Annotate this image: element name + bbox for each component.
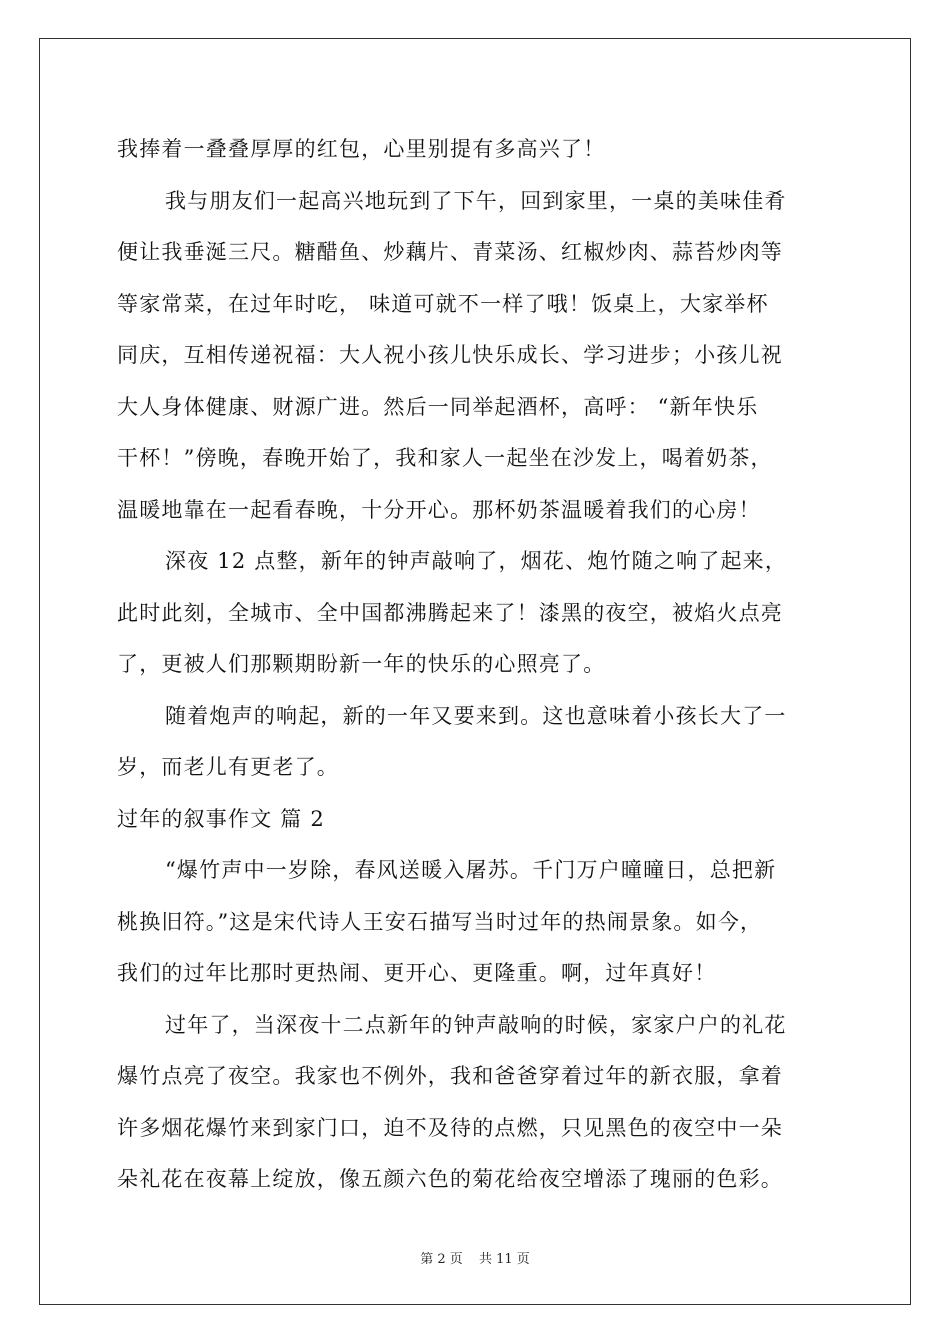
paragraph: [117, 124, 833, 176]
paragraph: [117, 845, 833, 1000]
text-line: 同庆，互相传递祝福：大人祝小孩儿快乐成长、学习进步；小孩儿祝: [117, 343, 783, 367]
text-line: 过年了，当深夜十二点新年的钟声敲响的时候，家家户户的礼花: [165, 1012, 787, 1037]
text-line: 许多烟花爆竹来到家门口，迫不及待的点燃，只见黑色的夜空中一朵: [117, 1115, 783, 1140]
text-line: 了，更被人们那颗期盼新一年的快乐的心照亮了。: [117, 652, 606, 676]
text-line: 桃换旧符。”这是宋代诗人王安石描写当时过年的热闹景象。如今，: [117, 909, 763, 934]
page-footer: [0, 1248, 950, 1267]
text-line: 便让我垂涎三尺。糖醋鱼、炒藕片、青菜汤、红椒炒肉、蒜苔炒肉等: [117, 240, 783, 264]
paragraph: [117, 691, 833, 794]
text-line: 我与朋友们一起高兴地玩到了下午，回到家里，一桌的美味佳肴: [165, 188, 787, 213]
text-line: 朵礼花在夜幕上绽放，像五颜六色的菊花给夜空增添了瑰丽的色彩。: [117, 1167, 783, 1191]
page-number: 第 2 页: [420, 1252, 463, 1267]
text-line: 大人身体健康、财源广进。然后一同举起酒杯，高呼： “新年快乐: [117, 394, 759, 419]
text-line: 深夜 12 点整，新年的钟声敲响了，烟花、炮竹随之响了起来，: [165, 549, 788, 573]
page-total: 共 11 页: [478, 1252, 530, 1267]
text-line: 随着炮声的响起，新的一年又要来到。这也意味着小孩长大了一: [165, 703, 787, 728]
text-line: 我捧着一叠叠厚厚的红包，心里别提有多高兴了！: [117, 137, 606, 161]
section-heading: [117, 794, 833, 846]
text-line: 等家常菜，在过年时吃， 味道可就不一样了哦！饭桌上，大家举杯: [117, 291, 769, 316]
text-line: 干杯！”傍晚，春晚开始了，我和家人一起坐在沙发上，喝着奶茶，: [117, 446, 773, 470]
text-line: 过年的叙事作文 篇 2: [117, 806, 325, 831]
text-line: 岁，而老儿有更老了。: [117, 755, 339, 779]
paragraph: [117, 1000, 833, 1206]
text-line: 温暖地靠在一起看春晚，十分开心。那杯奶茶温暖着我们的心房！: [117, 497, 761, 522]
text-line: “爆竹声中一岁除，春风送暖入屠苏。千门万户曈曈日，总把新: [165, 858, 777, 882]
text-line: 爆竹点亮了夜空。我家也不例外，我和爸爸穿着过年的新衣服，拿着: [117, 1064, 783, 1088]
document-body: [117, 124, 833, 1206]
text-line: 此时此刻，全城市、全中国都沸腾起来了！漆黑的夜空，被焰火点亮: [117, 600, 783, 625]
paragraph: [117, 176, 833, 537]
paragraph: [117, 536, 833, 691]
text-line: 我们的过年比那时更热闹、更开心、更隆重。啊，过年真好！: [117, 961, 717, 985]
